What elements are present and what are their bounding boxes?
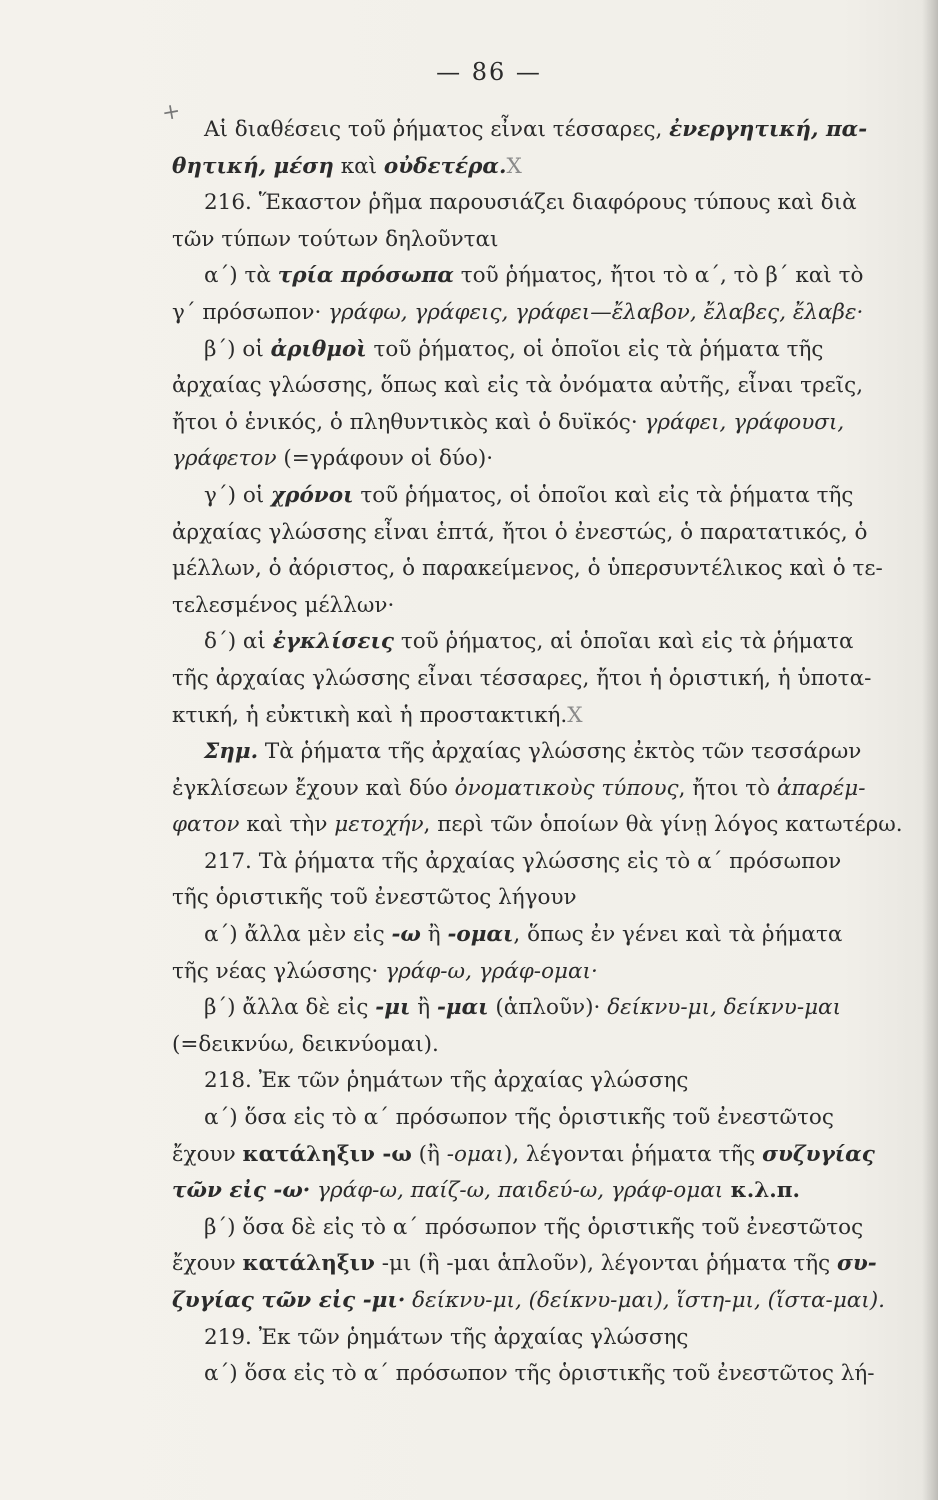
text-segment: τοῦ ῥήματος, αἱ ὁποῖαι καὶ εἰς τὰ ῥήματα — [393, 629, 854, 655]
text-segment: , περὶ τῶν ὁποίων θὰ γίνῃ λόγος κατωτέρω. — [423, 812, 903, 838]
text-segment: -ομαι — [447, 922, 514, 948]
text-segment: -μι — [375, 995, 411, 1021]
text-line — [172, 149, 922, 186]
text-line — [172, 624, 922, 661]
text-segment: -μι (ἢ -μαι ἁπλοῦν), λέγονται ῥήματα τῆς — [374, 1251, 838, 1277]
text-segment: 219. Ἐκ τῶν ῥημάτων τῆς ἀρχαίας γλώσσης — [204, 1324, 689, 1350]
text-segment: καὶ τὴν — [239, 812, 335, 838]
text-segment: ), λέγονται ῥήματα τῆς — [503, 1141, 763, 1167]
page-edge-shadow — [922, 0, 938, 1500]
text-segment: τοῦ ῥήματος, ἤτοι τὸ α΄, τὸ β΄ καὶ τὸ — [453, 263, 864, 289]
text-segment: κατάληξιν — [242, 1251, 375, 1277]
text-segment: δείκνυ-μι, δείκνυ-μαι — [607, 995, 842, 1021]
text-segment: γράφω, γράφεις, γράφει—ἔλαβον, ἔλαβες, ἔλαβε· — [328, 299, 864, 325]
text-line — [172, 295, 922, 332]
text-line — [172, 1246, 922, 1283]
text-segment: Αἱ διαθέσεις τοῦ ῥήματος εἶναι τέσσαρες, — [204, 117, 670, 142]
text-segment: τῶν εἰς -ω· — [172, 1178, 311, 1204]
text-line — [172, 698, 922, 735]
text-segment: τῶν τύπων τούτων δηλοῦνται — [172, 226, 499, 252]
text-line — [172, 1027, 922, 1064]
text-segment: α΄) ἄλλα μὲν εἰς — [204, 922, 392, 948]
text-segment: χρόνοι — [271, 482, 354, 508]
text-segment: α΄) ὅσα εἰς τὸ α΄ πρόσωπον τῆς ὁριστικῆς τοῦ ἐνεστῶτος — [204, 1105, 834, 1131]
text-line — [172, 1100, 922, 1137]
text-segment: ἀρχαίας γλώσσης εἶναι ἑπτά, ἤτοι ὁ ἐνεστώς, ὁ παρατατικός, ὁ — [172, 519, 868, 545]
text-line — [172, 478, 922, 515]
text-line — [172, 990, 922, 1027]
text-segment: (ἁπλοῦν)· — [488, 995, 608, 1021]
text-line — [172, 661, 922, 698]
text-line — [172, 368, 922, 405]
text-segment: γράφει, γράφουσι, — [644, 409, 845, 435]
text-segment: ἐγκλίσεων ἔχουν καὶ δύο — [172, 775, 455, 801]
text-segment: καὶ — [333, 153, 384, 179]
text-segment: δείκνυ-μι, (δείκνυ-μαι), ἵστη-μι, (ἵστα-μαι). — [412, 1288, 885, 1313]
text-line — [172, 112, 922, 149]
text-segment: ἀριθμοὶ — [270, 336, 367, 362]
text-segment: γράφ-ω, γράφ-ομαι· — [385, 958, 598, 984]
text-segment: κατάληξιν -ω — [242, 1141, 412, 1167]
text-segment: συ- — [837, 1251, 877, 1277]
text-line — [172, 1137, 922, 1174]
text-line — [172, 185, 922, 222]
text-line — [172, 954, 922, 991]
text-segment: ἀρχαίας γλώσσης, ὅπως καὶ εἰς τὰ ὀνόματα αὐτῆς, εἶναι τρεῖς, — [172, 373, 864, 399]
text-segment: ἐγκλίσεις — [272, 629, 394, 655]
text-segment: (=γράφουν οἱ δύο)· — [276, 446, 494, 472]
text-segment: μετοχήν — [334, 812, 424, 838]
text-segment: , ἤτοι τὸ — [678, 775, 777, 801]
text-segment: β΄) οἱ — [204, 336, 271, 362]
text-line — [172, 1283, 922, 1320]
text-line — [172, 807, 922, 844]
text-segment: , ὅπως ἐν γένει καὶ τὰ ῥήματα — [513, 922, 843, 948]
text-segment: τοῦ ῥήματος, οἱ ὁποῖοι εἰς τὰ ῥήματα τῆς — [366, 336, 824, 362]
text-line — [172, 258, 922, 295]
margin-plus-mark: + — [159, 98, 183, 127]
text-segment: τελεσμένος μέλλων· — [172, 592, 395, 618]
text-segment: οὐδετέρα. — [383, 153, 507, 179]
text-segment: τῆς νέας γλώσσης· — [172, 958, 386, 984]
text-segment: ζυγίας τῶν εἰς -μι· — [172, 1288, 406, 1313]
text-line — [172, 588, 922, 625]
text-line — [172, 1210, 922, 1247]
text-segment: ἐνεργητική, πα- — [669, 117, 868, 142]
text-segment: 216. Ἕκαστον ῥῆμα παρουσιάζει διαφόρους τύπους καὶ διὰ — [204, 190, 857, 216]
text-segment: β΄) ὅσα δὲ εἰς τὸ α΄ πρόσωπον τῆς ὁριστικῆς τοῦ ἐνεστῶτος — [204, 1214, 864, 1240]
text-segment: -ω — [391, 922, 421, 948]
text-segment: -ομαι — [446, 1141, 504, 1167]
text-line — [172, 551, 922, 588]
text-segment: τοῦ ῥήματος, οἱ ὁποῖοι καὶ εἰς τὰ ῥήματα τῆς — [353, 482, 854, 508]
text-segment: ἢ — [410, 995, 437, 1021]
page-number: — 86 — — [436, 58, 542, 86]
text-segment: (=δεικνύω, δεικνύομαι). — [172, 1031, 439, 1057]
text-line — [172, 515, 922, 552]
margin-cross-mark: X — [506, 153, 522, 179]
text-segment: θητική, μέση — [172, 153, 334, 179]
text-segment: β΄) ἄλλα δὲ εἰς — [204, 995, 376, 1021]
text-line — [172, 1356, 922, 1393]
text-line — [172, 917, 922, 954]
page-text-body — [172, 112, 922, 1393]
text-line — [172, 1320, 922, 1357]
text-segment: κ.λ.π. — [723, 1178, 801, 1204]
text-line — [172, 441, 922, 478]
text-segment: γ΄) οἱ — [204, 482, 272, 508]
text-segment: κτική, ἡ εὐκτικὴ καὶ ἡ προστακτική. — [172, 702, 568, 728]
text-segment: γ΄ πρόσωπον· — [172, 299, 329, 325]
text-segment: ἔχουν — [172, 1141, 243, 1167]
text-segment: -μαι — [436, 995, 489, 1021]
text-line — [172, 771, 922, 808]
text-segment: μέλλων, ὁ ἀόριστος, ὁ παρακείμενος, ὁ ὑπερσυντέλικος καὶ ὁ τε- — [172, 556, 883, 582]
text-line — [172, 1173, 922, 1210]
text-segment: τρία πρόσωπα — [277, 263, 454, 289]
text-segment: 218. Ἐκ τῶν ῥημάτων τῆς ἀρχαίας γλώσσης — [204, 1068, 689, 1094]
text-segment: ἀπαρέμ- — [776, 775, 866, 801]
text-segment: τῆς ἀρχαίας γλώσσης εἶναι τέσσαρες, ἤτοι ἡ ὁριστική, ἡ ὑποτα- — [172, 665, 872, 691]
text-line — [172, 332, 922, 369]
text-line — [172, 734, 922, 771]
text-segment: ὀνοματικοὺς τύπους — [454, 775, 679, 801]
text-line — [172, 844, 922, 881]
text-segment: Τὰ ῥήματα τῆς ἀρχαίας γλώσσης ἐκτὸς τῶν τεσσάρων — [258, 739, 862, 765]
text-segment: δ΄) αἱ — [204, 629, 273, 655]
text-segment: γράφ-ω, παίζ-ω, παιδεύ-ω, γράφ-ομαι — [317, 1178, 724, 1204]
text-line — [172, 222, 922, 259]
text-line — [172, 405, 922, 442]
text-segment: τῆς ὁριστικῆς τοῦ ἐνεστῶτος λήγουν — [172, 885, 577, 911]
text-segment: 217. Τὰ ῥήματα τῆς ἀρχαίας γλώσσης εἰς τὸ α΄ πρόσωπον — [204, 848, 842, 874]
text-segment: α΄) τὰ — [204, 263, 278, 289]
text-segment: φατον — [172, 812, 240, 838]
text-line — [172, 880, 922, 917]
text-segment: α΄) ὅσα εἰς τὸ α΄ πρόσωπον τῆς ὁριστικῆς τοῦ ἐνεστῶτος λή- — [204, 1361, 875, 1387]
text-segment: ἤτοι ὁ ἑνικός, ὁ πληθυντικὸς καὶ ὁ δυϊκός· — [172, 409, 645, 435]
text-segment: συζυγίας — [762, 1141, 875, 1167]
margin-cross-mark: X — [567, 702, 583, 728]
text-segment: ἔχουν — [172, 1251, 243, 1277]
text-segment: Σημ. — [204, 739, 259, 765]
text-line — [172, 1063, 922, 1100]
text-segment: (ἢ — [411, 1141, 447, 1167]
text-segment: ἢ — [420, 922, 448, 948]
text-segment: γράφετον — [172, 446, 277, 472]
